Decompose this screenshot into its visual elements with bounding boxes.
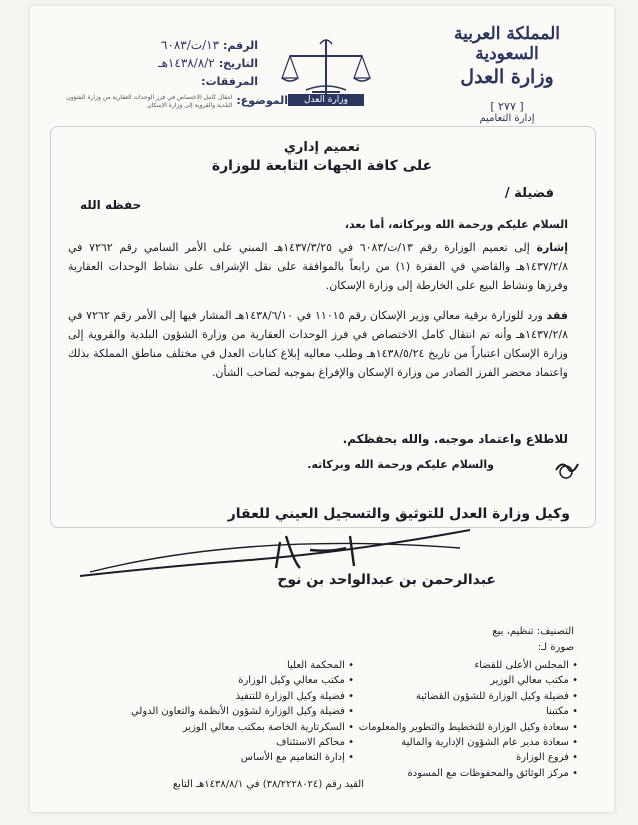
department-number: [ ٢٧٧ ] bbox=[490, 100, 524, 113]
subject-value: انتقال كامل الاختصاص في فرز الوحدات العقارية من وزارة الشؤون البلدية والقروية إلى وزارة الإسكان bbox=[66, 94, 233, 109]
attachments-row bbox=[58, 72, 258, 90]
signer-title: وكيل وزارة العدل للتوثيق والتسجيل العيني للعقار bbox=[227, 506, 570, 522]
list-item: • سعادة مدير عام الشؤون الإدارية والمالية bbox=[338, 735, 578, 750]
paragraph-reference-lead: إشارة bbox=[536, 241, 569, 254]
department-name: إدارة التعاميم bbox=[479, 113, 535, 124]
number-value: ١٣/ت/٦٠٨٣ bbox=[160, 38, 220, 52]
signer-name: عبدالرحمن بن عبدالواحد بن نوح bbox=[277, 572, 496, 588]
number-label: الرقم: bbox=[223, 38, 258, 52]
copies-label: صورة لـ: bbox=[537, 642, 574, 653]
attachments-label: المرفقات: bbox=[201, 74, 258, 88]
blessing: حفظه الله bbox=[80, 198, 142, 212]
subject-label: الموضوع: bbox=[236, 94, 288, 107]
list-item: • مركز الوثائق والمحفوظات مع المسودة bbox=[338, 766, 578, 781]
list-item: • فضيلة وكيل الوزارة للتنفيذ bbox=[94, 689, 354, 704]
date-label: التاريخ: bbox=[218, 56, 258, 70]
list-item: • محاكم الاستئناف bbox=[94, 735, 354, 750]
kingdom-name: المملكة العربية السعودية bbox=[453, 24, 561, 64]
copies-list-right bbox=[338, 658, 578, 781]
document-page bbox=[30, 6, 614, 812]
list-item: • إدارة التعاميم مع الأساس bbox=[94, 750, 354, 765]
list-item: • مكتبنا bbox=[338, 704, 578, 719]
classification: التصنيف: تنظيم، بيع bbox=[492, 626, 574, 637]
list-item: • فروع الوزارة bbox=[338, 750, 578, 765]
ministry-name: وزارة العدل bbox=[460, 66, 554, 88]
list-item: • المحكمة العليا bbox=[94, 658, 354, 673]
paragraph-main-text: ورد للوزارة برقية معالي وزير الإسكان رقم ١١٠١٥ في ١٤٣٨/٦/١٠هـ المشار فيها إلى الأمر رقم ٧٢٦٢ في ١٤٣٧/٢/٨هـ وأنه تم انتقال كامل الاختصاص في فرز الوحدات العقارية من وزارة الشؤون البلدية والقروية إلى وزارة الإسكان اعتباراً من تاريخ ١٤٣٨/٥/٢٤هـ وطلب معاليه إبلاغ كتابات العدل في مختلف مناطق المملكة بذلك واعتماد محضر الفرز الصادر من وزارة الإسكان والإفراغ بموجبه لصاحب الشأن. bbox=[68, 309, 568, 379]
closing-line: والسلام عليكم ورحمة الله وبركاته. bbox=[307, 458, 494, 471]
salutation: السلام عليكم ورحمة الله وبركاته، أما بعد، bbox=[344, 218, 568, 231]
paragraph-main bbox=[68, 306, 568, 382]
list-item: • مكتب معالي وكيل الوزارة bbox=[94, 673, 354, 688]
copies-list-left bbox=[94, 658, 354, 766]
document-subtitle: على كافة الجهات التابعة للوزارة bbox=[211, 158, 433, 174]
ministry-header bbox=[422, 24, 592, 124]
registry-footnote: القيد رقم (٣٨/٢٢٢٨٠٢٤) في ١٤٣٨/٨/١هـ التابع bbox=[172, 779, 364, 790]
paragraph-reference-text: إلى تعميم الوزارة رقم ١٣/ت/٦٠٨٣ في ١٤٣٧/٣/٢٥هـ المبني على الأمر السامي رقم ٧٢٦٢ في ١٤٣٧/٢/٨هـ والقاضي في الفقرة (١) من رابعاً بالموافقة على نقل الإشراف على نشاط الوحدات العقارية وفرزها ونشاط البيع على الخارطة إلى وزارة الإسكان. bbox=[68, 241, 568, 292]
document-title: تعميم إداري bbox=[284, 140, 360, 155]
paragraph-main-lead: فقد bbox=[546, 309, 568, 322]
emblem-label: وزارة العدل bbox=[288, 94, 364, 106]
addressee: فضيلة / bbox=[504, 186, 554, 201]
number-row bbox=[58, 36, 258, 54]
list-item: • سعادة وكيل الوزارة للتخطيط والتطوير والمعلومات bbox=[338, 720, 578, 735]
inform-line: للاطلاع واعتماد موجبه. والله يحفظكم. bbox=[342, 432, 568, 446]
subject-row bbox=[58, 94, 288, 110]
list-item: • فضيلة وكيل الوزارة لشؤون الأنظمة والتعاون الدولي bbox=[94, 704, 354, 719]
date-row bbox=[58, 54, 258, 72]
list-item: • فضيلة وكيل الوزارة للشؤون القضائية bbox=[338, 689, 578, 704]
handwritten-mark-icon bbox=[552, 454, 582, 484]
reference-block bbox=[58, 36, 258, 90]
list-item: • مكتب معالي الوزير bbox=[338, 673, 578, 688]
date-value: ١٤٣٨/٨/٢هـ bbox=[158, 56, 215, 70]
list-item: • السكرتارية الخاصة بمكتب معالي الوزير bbox=[94, 720, 354, 735]
paragraph-reference bbox=[68, 238, 568, 295]
list-item: • المجلس الأعلى للقضاء bbox=[338, 658, 578, 673]
